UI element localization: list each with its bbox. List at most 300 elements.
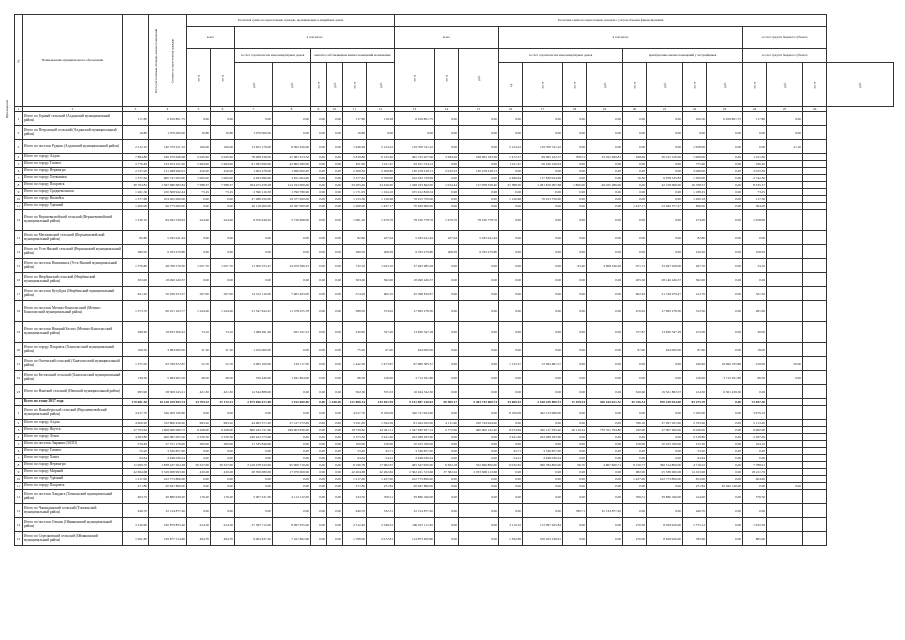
column-number: 13 [395,107,435,112]
row-value: 0.00 [523,210,563,231]
row-name: Итого по городу Томмот [23,448,123,455]
row-value: 0.00 [459,161,499,168]
row-value: 0.00 [563,455,587,462]
row-value: 0.00 [587,273,623,287]
row-value: 1 500.00 [683,406,707,420]
row-value: 836.00 [683,203,707,210]
row-value: 1 000.00 [187,175,211,182]
row-value: 130 478 238.13 [395,168,435,175]
row-value: 102 773 806.00 [647,476,683,483]
row-value: 775.60 [683,161,707,168]
row-value: 0.00 [499,469,523,476]
row-value: 281.00 [743,301,767,322]
hdr-area-b: кв. м [211,49,235,107]
row-value: 0.00 [273,343,311,357]
row-value: 3 979.10 [743,406,767,420]
row-value: 0.00 [235,273,273,287]
row-value: 272.00 [683,322,707,343]
row-area: 2 312.10 [123,140,149,154]
row-value: 971.72 [623,259,647,273]
row-value: 102 773 806.00 [395,476,435,483]
table-row [15,322,894,343]
row-value [803,420,827,427]
row-value: 0.00 [767,483,803,490]
row-value: 0.00 [311,273,327,287]
table-row [15,420,894,427]
row-value: 0.00 [587,455,623,462]
row-value: 0.00 [311,504,327,518]
row-value: 1 438 193 842.00 [395,182,435,189]
row-value: 1 679.76 [367,210,395,231]
row-area: 2 727.00 [123,168,149,175]
row-value: 42 264.68 [343,469,367,476]
row-area: 82.80 [123,231,149,245]
row-cost: 1 838 437 262.48 [149,462,187,469]
row-value: 2 742.30 [743,175,767,182]
row-value: 0.00 [523,476,563,483]
row-area: 663.70 [123,490,149,504]
row-value: 1 164.10 [367,189,395,196]
row-value: 320 127 395.40 [523,427,563,434]
row-number: 10 [15,476,23,483]
column-number: 2 [23,107,123,112]
row-value: 0.00 [235,455,273,462]
row-cost: 332 806 436.00 [149,420,187,427]
row-value [767,259,803,273]
row-value: 0.00 [587,490,623,504]
row-value: 95 006 710.00 [273,462,311,469]
table-row [15,427,894,434]
row-value: 0.00 [523,287,563,301]
row-value: 0.00 [311,371,327,385]
row-value: 2 124.22 [499,140,523,154]
row-value: 0.00 [647,434,683,441]
table-row [15,203,894,210]
row-value [767,385,803,399]
row-value: 244.00 [211,210,235,231]
table-row [15,259,894,273]
row-value: 0.00 [273,448,311,455]
row-value: 614.50 [187,518,211,532]
row-value: 0.00 [311,406,327,420]
row-number: 23 [15,385,23,399]
row-number: 9 [15,189,23,196]
row-value: 48.50 [187,371,211,385]
row-value: 16 044 542.30 [395,385,435,399]
row-value: 26 116 000.00 [235,203,273,210]
row-name: Итого по Верхневилюйский сельский (Верхневилюйский муниципальный район) [23,210,123,231]
row-value [767,154,803,161]
table-row [15,490,894,504]
row-area: 1 991.80 [123,532,149,546]
row-value: 0.00 [273,483,311,490]
row-value: 0.00 [327,301,343,322]
row-value: 18.00 [743,343,767,357]
row-cost: 140 579 251.32 [149,140,187,154]
row-value: 0.00 [459,406,499,420]
row-area: 11 909.70 [123,462,149,469]
row-name: Итого по поселок Нижний Бестях (Мегино-Кангаласский муниципальный район) [23,322,123,343]
row-value: 17 962.07 [367,462,395,469]
row-value: 0.00 [459,112,499,126]
row-value: 190.00 [623,427,647,434]
row-value: 52.70 [187,357,211,371]
row-value: 0.00 [311,112,327,126]
row-value: 3 441.00 [367,434,395,441]
row-value: 0.00 [311,322,327,343]
row-value: 1 427.00 [623,476,647,483]
row-value: 1 594.56 [367,420,395,427]
row-value: 0.00 [563,231,587,245]
row-value: 0.00 [707,399,743,406]
row-value: 0.00 [327,469,343,476]
row-value: 446.70 [683,504,707,518]
row-value: 5 045 041.64 [459,231,499,245]
row-value: 0.00 [743,448,767,455]
row-value: 243 489 285.60 [395,434,435,441]
row-value: 0.00 [707,126,743,140]
row-value: 39 866 346.00 [647,490,683,504]
row-value: 0.00 [647,112,683,126]
row-value: 8 169.09 [499,406,523,420]
row-value: 0.00 [459,357,499,371]
row-value: 543.50 [343,490,367,504]
row-value: 0.00 [743,231,767,245]
row-value: 0.00 [743,385,767,399]
row-value: 388.50 [343,301,367,322]
row-value: 4 493 690.00 [235,175,273,182]
row-value: 176.20 [187,490,211,504]
row-value: 243 489 285.60 [523,434,563,441]
row-value: 302.00 [683,273,707,287]
table-row [15,518,894,532]
row-value: 73.25 [743,189,767,196]
row-number: 2 [15,420,23,427]
row-value: 924 000.00 [395,343,435,357]
row-value: 0.00 [327,196,343,203]
row-area: 42 694.68 [123,469,149,476]
row-value: 0.00 [499,210,523,231]
row-value: 56 440 236.94 [523,161,563,168]
row-value: 19 377 000.00 [273,196,311,203]
row-value: 6 301 436.30 [707,385,743,399]
row-cost: 60 251 102.77 [149,301,187,322]
table-row [15,112,894,126]
row-value: 0.00 [523,469,563,476]
row-value: 0.00 [187,245,211,259]
table-header [15,15,894,112]
row-value: 2 025.30 [743,168,767,175]
hdr-r-acquisition: приобретение жилых помещений у застройщиков [623,49,743,63]
row-value: 555.33 [367,385,395,399]
row-value [767,448,803,455]
row-value: 1 244.00 [211,301,235,322]
row-value: 3 530 857.00 [395,448,435,455]
row-value [767,434,803,441]
row-value: 0.00 [459,518,499,532]
row-value: 0.00 [327,259,343,273]
row-value: 93.40 [563,259,587,273]
row-value: 0.00 [311,196,327,203]
row-value: 20 942 146.00 [707,483,743,490]
row-value: 53.20 [343,448,367,455]
row-value: 78 256 778.76 [459,210,499,231]
row-value: 24 261.11 [367,427,395,434]
row-value: 0.00 [563,168,587,175]
row-value: 0.00 [767,112,803,126]
row-value: 0.00 [459,490,499,504]
row-value: 45 398 819.67 [395,287,435,301]
row-number: 13 [15,231,23,245]
row-value: 0.00 [563,196,587,203]
row-value [803,245,827,259]
row-value [767,175,803,182]
row-value: 0.00 [273,434,311,441]
row-value: 205.30 [623,273,647,287]
row-value: 0.00 [327,175,343,182]
row-value: 0.00 [499,126,523,140]
row-value: 17 979 000.00 [273,469,311,476]
row-value: 0.00 [459,175,499,182]
row-value: 1 928.90 [683,140,707,154]
row-value: 0.00 [459,371,499,385]
row-value: 0.00 [459,483,499,490]
row-value: 8 029 926.00 [647,518,683,532]
table-row [15,154,894,161]
row-value [803,427,827,434]
row-cost: 102 773 806.00 [149,476,187,483]
row-value: 0.00 [311,476,327,483]
row-value: 2 700.00 [367,175,395,182]
row-value: 0.00 [563,420,587,427]
row-value: 0.00 [707,441,743,448]
row-value: 1 027.70 [187,259,211,273]
row-value: 0.00 [211,273,235,287]
row-value: 0.00 [707,161,743,168]
unit-cell: кв. м [803,63,827,107]
row-value: 1 437.17 [367,203,395,210]
row-value: 0.00 [707,231,743,245]
row-value: 0.00 [459,273,499,287]
group-left-header: Расчетная сумма по переселению граждан, проживающих в аварийных домах [187,15,395,27]
row-number: 8 [15,182,23,189]
row-value: 0.00 [523,420,563,427]
row-value: 0.00 [327,189,343,196]
row-value: 340 721 904.00 [395,406,435,420]
row-value: 28 766 080.00 [235,469,273,476]
row-value: 126.30 [683,245,707,259]
column-number: 6 [211,107,235,112]
row-value [803,434,827,441]
row-area: 19.80 [123,126,149,140]
row-value: 0.00 [563,371,587,385]
row-name: Итого по городу Ленск [23,434,123,441]
row-value: 250 744 644.00 [459,420,499,427]
row-value: 1 860.00 [563,182,587,189]
row-value: 0.00 [311,175,327,182]
row-value: 0.00 [563,532,587,546]
row-value: 0.00 [327,112,343,126]
row-value: 78 256 778.76 [395,210,435,231]
row-value: 0.00 [327,203,343,210]
row-value: 494.70 [187,532,211,546]
row-value: 1 100 000.00 [235,343,273,357]
row-value: 9 648.00 [187,427,211,434]
row-value [767,245,803,259]
row-value [803,175,827,182]
row-value: 244.00 [187,210,211,231]
row-value: 0.00 [707,406,743,420]
row-value: 4 085 100.00 [235,357,273,371]
row-value: 0.00 [327,455,343,462]
row-value: 64.64 [683,455,707,462]
row-value: 0.00 [523,126,563,140]
row-value: 0.00 [367,126,395,140]
row-name: Итого по Чапандинский сельский (Томпонский муниципальный район) [23,504,123,518]
row-value: 1 208.00 [343,203,367,210]
table-row [15,476,894,483]
row-value: 337.20 [367,322,395,343]
row-value: 1 437.17 [623,203,647,210]
row-value [803,301,827,322]
row-value: 34 705.32 [187,399,211,406]
row-value [767,406,803,420]
row-value: 782.60 [683,532,707,546]
row-value: 0.00 [211,406,235,420]
row-value [803,189,827,196]
row-value: 0.00 [327,476,343,483]
row-value: 436.40 [743,161,767,168]
row-value: 0.00 [563,483,587,490]
row-area: 30 793.83 [123,182,149,189]
row-value: 0.00 [435,371,459,385]
column-number: 18 [563,107,587,112]
row-value: 1 011.00 [743,154,767,161]
row-name: Итого по городу Алдан [23,420,123,427]
row-value: 0.00 [563,385,587,399]
row-value: 0.00 [311,462,327,469]
row-value: 0.00 [647,196,683,203]
row-value: 0.00 [623,357,647,371]
row-value: 270.30 [623,518,647,532]
row-value: 119 700 741.22 [395,140,435,154]
row-value: 0.00 [587,168,623,175]
row-value: 0.00 [563,175,587,182]
row-value: 0.00 [459,532,499,546]
row-value: 0.00 [499,112,523,126]
row-value: 0.00 [311,182,327,189]
row-value: 0.00 [235,504,273,518]
sub-vtom2-header: в том числе [499,27,743,49]
row-value: 0.00 [523,504,563,518]
row-cost: 153 974 221.00 [149,161,187,168]
row-value [767,182,803,189]
row-value: 0.00 [523,245,563,259]
row-value: 1 217.00 [343,476,367,483]
row-name: Итого по Стрелковский сельский (Оймяконский муниципальный район) [23,532,123,546]
row-value: 230.90 [343,322,367,343]
row-value: 0.00 [707,532,743,546]
row-value: 7 588.37 [211,182,235,189]
row-value: 24 076 386.23 [273,259,311,273]
row-name: Итого по поселок Ольчан (Оймяконский муниципальный район) [23,518,123,532]
hdr-r-area: кв. м [395,49,435,107]
row-value [767,469,803,476]
row-value: 0.00 [435,483,459,490]
row-value: 0.00 [563,140,587,154]
row-value: 0.00 [459,196,499,203]
row-value: 0.00 [587,301,623,322]
table-row [15,273,894,287]
row-value: 7 161 802.60 [273,532,311,546]
row-value: 3 441.00 [499,434,523,441]
row-value: 31 172.21 [211,399,235,406]
row-value: 198 063 183.36 [459,154,499,161]
row-number: 12 [15,210,23,231]
row-value: 0.00 [459,322,499,343]
row-value: 1 968.00 [683,154,707,161]
row-value: 47 981 613.50 [273,154,311,161]
row-name: Итого по городу Вилюйск [23,196,123,203]
row-value: 0.00 [499,245,523,259]
row-value: 118.28 [367,112,395,126]
row-name: Итого по поселок Хандыга (Томпонский муниципальный район) [23,490,123,504]
row-value: 48.50 [211,371,235,385]
row-value: 982.00 [623,469,647,476]
row-value: 61 363 090.00 [235,161,273,168]
row-value: 1 392.86 [499,532,523,546]
unit-cell: кв. м [743,63,767,107]
row-value: 532.31 [367,504,395,518]
row-value: 37 907 620.00 [647,427,683,434]
row-value: 0.00 [211,448,235,455]
row-value: 0.00 [563,245,587,259]
row-value: 0.00 [311,126,327,140]
row-value: 9 004 637.20 [235,532,273,546]
row-value: 1 081.20 [343,210,367,231]
row-value: 117.80 [743,112,767,126]
row-name: Итого по поселок Нижнеянск (Усть-Янский муниципальный район) [23,259,123,273]
row-value: 0.00 [235,245,273,259]
row-value: 0.00 [499,343,523,357]
row-value: 0.00 [211,196,235,203]
row-cost: 106 508 942.44 [149,189,187,196]
row-value: 0.00 [499,301,523,322]
row-value: 0.00 [459,301,499,322]
unit-cell: кв. м [311,63,327,107]
row-value: 0.00 [235,112,273,126]
row-value: 0.00 [499,385,523,399]
table-row [15,441,894,448]
row-value: 0.00 [587,343,623,357]
row-value [767,322,803,343]
row-value: 1 012 000.00 [273,399,311,406]
row-value: 0.00 [459,203,499,210]
row-value: 1 133.37 [499,357,523,371]
row-value: 0.00 [311,483,327,490]
row-value: 23 205.46 [343,182,367,189]
hdr-r-rub: руб. [459,49,499,107]
row-value: 0.00 [273,455,311,462]
column-number: 10 [327,107,343,112]
row-value: 1 004 578.00 [235,168,273,175]
row-value: 0.00 [563,322,587,343]
row-value: 0.00 [587,420,623,427]
table-row [15,175,894,182]
row-value: 0.00 [707,490,743,504]
row-value: 100.00 [343,441,367,448]
row-value: 1 244.00 [187,301,211,322]
